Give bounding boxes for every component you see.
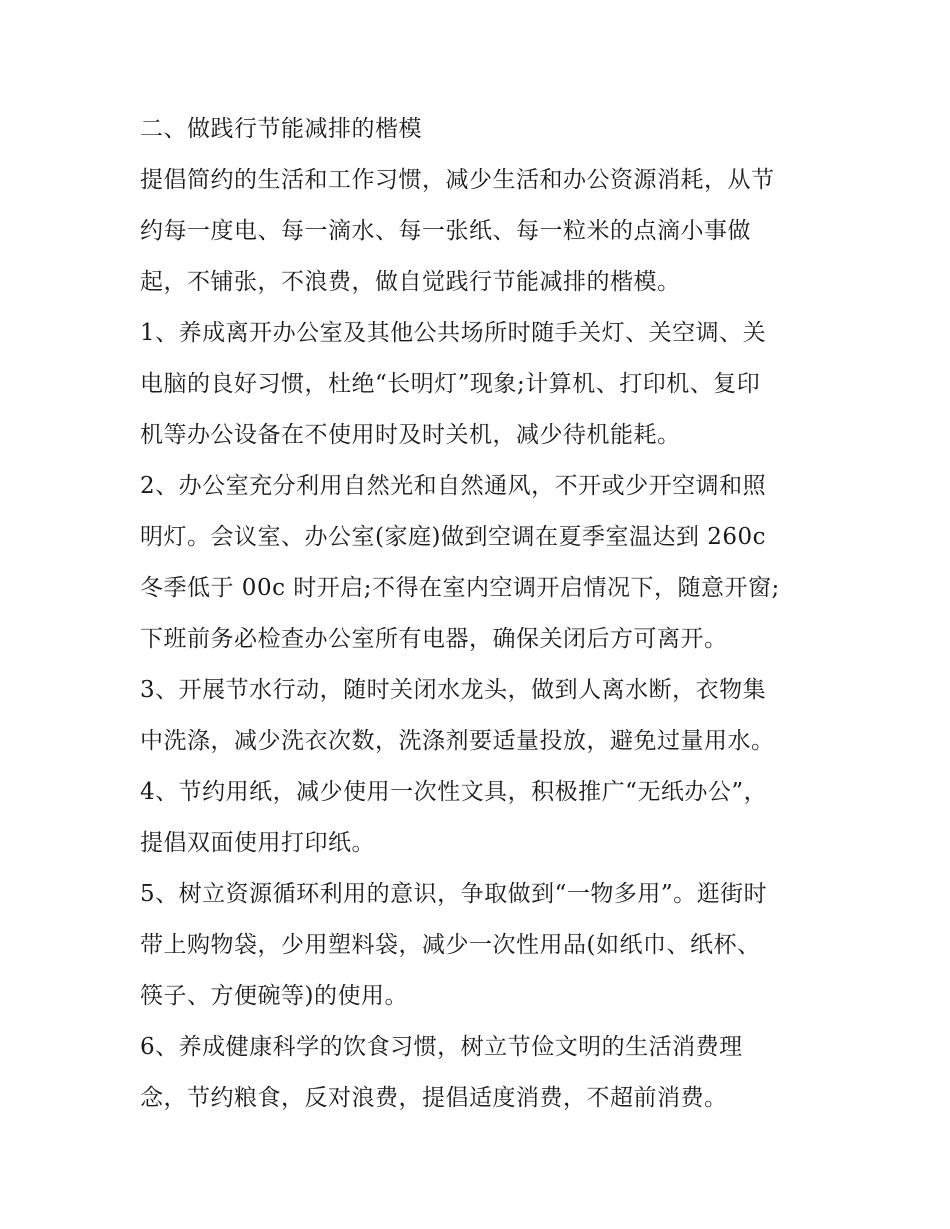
document-body: [140, 110, 820, 1130]
item-2-line: 明灯。会议室、办公室(家庭)做到空调在夏季室温达到 260c: [140, 524, 767, 550]
paragraph-line: 起，不铺张，不浪费，做自觉践行节能减排的楷模。: [140, 269, 681, 295]
paragraph-line: 提倡简约的生活和工作习惯，减少生活和办公资源消耗，从节: [140, 167, 775, 193]
item-3-line: 中洗涤，减少洗衣次数，洗涤剂要适量投放，避免过量用水。: [140, 728, 775, 754]
item-2-line: 冬季低于 00c 时开启;不得在室内空调开启情况下，随意开窗;: [140, 575, 780, 601]
item-4-line: 提倡双面使用打印纸。: [140, 830, 375, 856]
section-heading: 二、做践行节能减排的楷模: [140, 116, 422, 142]
item-4-line: 4、节约用纸，减少使用一次性文具，积极推广“无纸办公”，: [140, 779, 768, 805]
item-2-line: 下班前务必检查办公室所有电器，确保关闭后方可离开。: [140, 626, 728, 652]
item-6-line: 6、养成健康科学的饮食习惯，树立节俭文明的生活消费理: [140, 1034, 743, 1060]
item-3-line: 3、开展节水行动，随时关闭水龙头，做到人离水断，衣物集: [140, 677, 767, 703]
item-6-line: 念，节约粮食，反对浪费，提倡适度消费，不超前消费。: [140, 1085, 728, 1111]
item-1-line: 机等办公设备在不使用时及时关机，减少待机能耗。: [140, 422, 681, 448]
item-5-line: 5、树立资源循环利用的意识，争取做到“一物多用”。逛街时: [140, 881, 768, 907]
paragraph-line: 约每一度电、每一滴水、每一张纸、每一粒米的点滴小事做: [140, 218, 751, 244]
item-1-line: 电脑的良好习惯，杜绝“长明灯”现象;计算机、打印机、复印: [140, 371, 761, 397]
item-5-line: 带上购物袋，少用塑料袋，减少一次性用品(如纸巾、纸杯、: [140, 932, 761, 958]
item-2-line: 2、办公室充分利用自然光和自然通风，不开或少开空调和照: [140, 473, 767, 499]
item-1-line: 1、养成离开办公室及其他公共场所时随手关灯、关空调、关: [140, 320, 767, 346]
item-5-line: 筷子、方便碗等)的使用。: [140, 983, 408, 1009]
